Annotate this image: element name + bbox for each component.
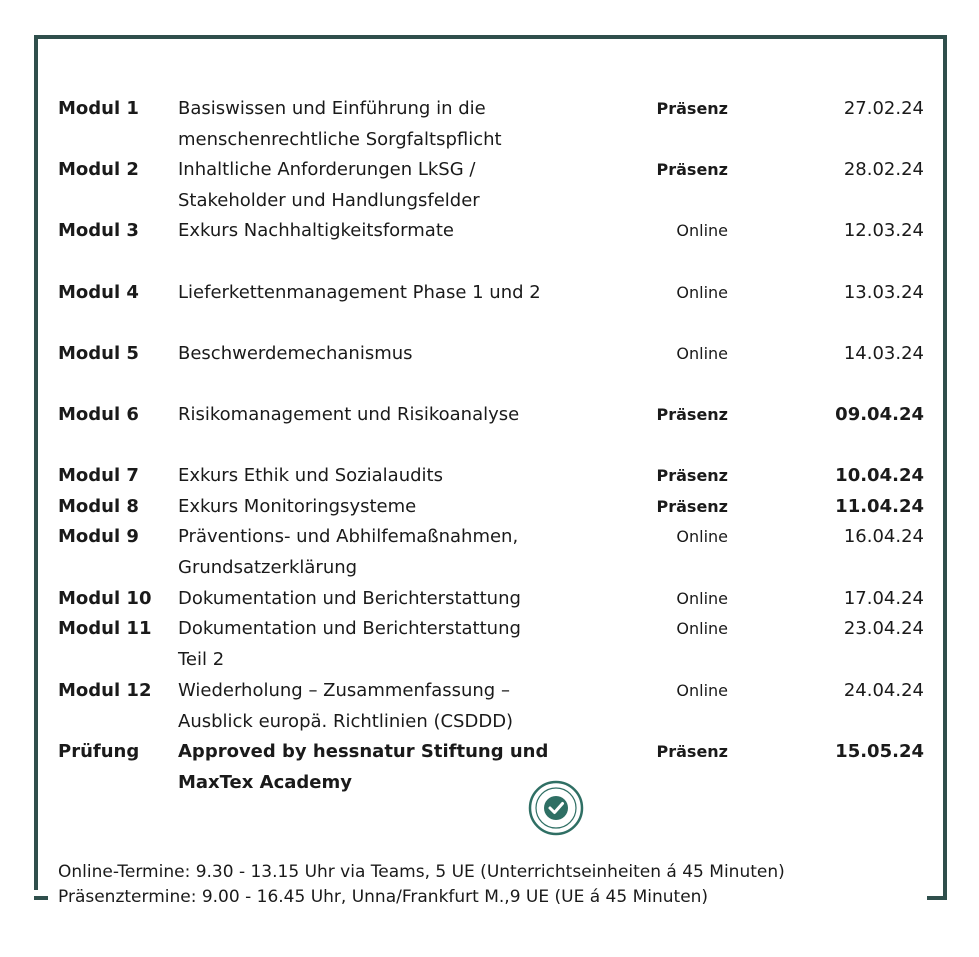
topic-line: MaxTex Academy	[178, 772, 352, 793]
module-format: Präsenz	[656, 405, 728, 424]
module-topic	[178, 675, 618, 737]
frame-right-border	[943, 35, 947, 900]
module-label: Modul 11	[58, 618, 152, 639]
module-format: Online	[676, 283, 728, 302]
module-topic	[178, 460, 618, 491]
module-topic	[178, 338, 618, 369]
module-topic	[178, 521, 618, 583]
module-topic	[178, 215, 618, 246]
module-label: Modul 2	[58, 159, 139, 180]
module-date: 12.03.24	[843, 220, 924, 241]
module-topic	[178, 491, 618, 522]
module-label: Modul 1	[58, 98, 139, 119]
module-label: Modul 8	[58, 496, 139, 517]
module-format: Präsenz	[656, 160, 728, 179]
footer-notes	[58, 860, 785, 910]
topic-line: Grundsatzerklärung	[178, 557, 358, 578]
topic-line: Basiswissen und Einführung in die	[178, 98, 486, 119]
module-date: 09.04.24	[835, 404, 924, 425]
module-format: Präsenz	[656, 497, 728, 516]
frame-left-border	[34, 35, 38, 890]
module-date: 28.02.24	[843, 159, 924, 180]
module-label: Modul 12	[58, 680, 152, 701]
module-date: 15.05.24	[835, 741, 924, 762]
topic-line: Wiederholung – Zusammenfassung –	[178, 680, 510, 701]
module-date: 23.04.24	[843, 618, 924, 639]
topic-line: Dokumentation und Berichterstattung	[178, 618, 521, 639]
module-format: Online	[676, 221, 728, 240]
footer-presence-times: Präsenztermine: 9.00 - 16.45 Uhr, Unna/Frankfurt M.,9 UE (UE á 45 Minuten)	[58, 887, 709, 907]
topic-line: Beschwerdemechanismus	[178, 343, 413, 364]
module-date: 10.04.24	[835, 465, 924, 486]
topic-line: Teil 2	[178, 649, 225, 670]
module-topic	[178, 154, 618, 216]
module-format: Online	[676, 344, 728, 363]
module-format: Präsenz	[656, 466, 728, 485]
module-format: Online	[676, 681, 728, 700]
topic-line: Lieferkettenmanagement Phase 1 und 2	[178, 282, 541, 303]
frame-left-foot	[34, 896, 48, 900]
module-date: 17.04.24	[843, 588, 924, 609]
module-label: Modul 10	[58, 588, 152, 609]
module-topic	[178, 93, 618, 155]
module-label: Prüfung	[58, 741, 140, 762]
module-date: 13.03.24	[843, 282, 924, 303]
module-date: 27.02.24	[843, 98, 924, 119]
module-topic	[178, 277, 618, 308]
checkmark-seal-icon	[524, 780, 588, 836]
module-label: Modul 4	[58, 282, 139, 303]
module-label: Modul 9	[58, 526, 139, 547]
topic-line: Stakeholder und Handlungsfelder	[178, 190, 480, 211]
topic-line: Dokumentation und Berichterstattung	[178, 588, 521, 609]
module-date: 24.04.24	[843, 680, 924, 701]
module-label: Modul 6	[58, 404, 139, 425]
module-format: Online	[676, 619, 728, 638]
topic-line: Exkurs Ethik und Sozialaudits	[178, 465, 443, 486]
topic-line: Approved by hessnatur Stiftung und	[178, 741, 549, 762]
topic-line: Präventions- und Abhilfemaßnahmen,	[178, 526, 519, 547]
module-date: 16.04.24	[843, 526, 924, 547]
module-format: Präsenz	[656, 742, 728, 761]
module-topic	[178, 583, 618, 614]
module-label: Modul 7	[58, 465, 139, 486]
module-format: Online	[676, 589, 728, 608]
topic-line: Exkurs Nachhaltigkeitsformate	[178, 220, 454, 241]
frame-right-foot	[927, 896, 947, 900]
topic-line: Inhaltliche Anforderungen LkSG /	[178, 159, 476, 180]
topic-line: Ausblick europä. Richtlinien (CSDDD)	[178, 711, 514, 732]
module-date: 11.04.24	[835, 496, 924, 517]
module-label: Modul 5	[58, 343, 139, 364]
topic-line: Exkurs Monitoringsysteme	[178, 496, 417, 517]
module-date: 14.03.24	[843, 343, 924, 364]
footer-online-times: Online-Termine: 9.30 - 13.15 Uhr via Teams, 5 UE (Unterrichtseinheiten á 45 Minuten)	[58, 862, 785, 882]
module-label: Modul 3	[58, 220, 139, 241]
topic-line: Risikomanagement und Risikoanalyse	[178, 404, 520, 425]
module-format: Präsenz	[656, 99, 728, 118]
frame-top-border	[34, 35, 947, 39]
module-topic	[178, 399, 618, 430]
module-topic	[178, 613, 618, 675]
module-format: Online	[676, 527, 728, 546]
topic-line: menschenrechtliche Sorgfaltspflicht	[178, 129, 502, 150]
